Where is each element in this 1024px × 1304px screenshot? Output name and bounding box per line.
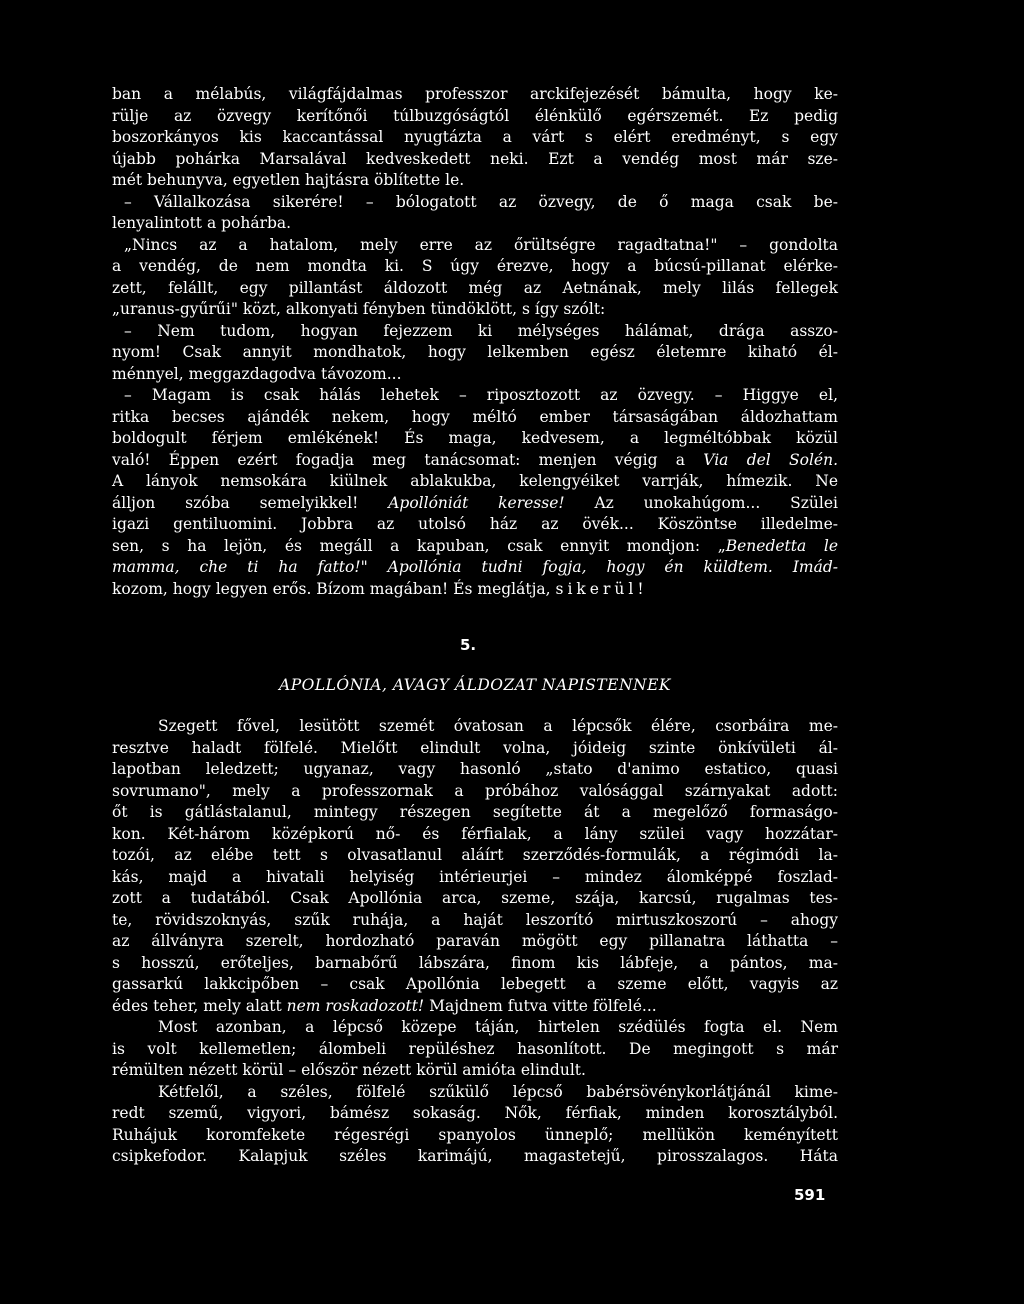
- italic-via: Via del Solén.: [703, 450, 839, 469]
- text-line: nyom! Csak annyit mondhatok, hogy lelkemben egész életemre kiható él-: [112, 343, 838, 361]
- text-line: „uranus-gyűrűi" közt, alkonyati fényben tündöklött, s így szólt:: [112, 300, 606, 318]
- text-line: – Vállalkozása sikerére! – bólogatott az özvegy, de ő maga csak be-: [124, 192, 838, 211]
- page-number: 591: [794, 1186, 826, 1204]
- text-line: zett, felállt, egy pillantást áldozott még az Aetnának, mely lilás fellegek: [112, 278, 838, 297]
- text-line: kozom, hogy legyen erős. Bízom magában! És meglátja, sikerül!: [112, 579, 648, 598]
- text-line: álljon szóba semelyikkel! Apollóniát keresse! Az unokahúgom... Szülei: [112, 493, 838, 512]
- text-line: lenyalintott a pohárba.: [112, 214, 292, 232]
- text-line: ménnyel, meggazdagodva távozom...: [112, 364, 402, 383]
- text-line: is volt kellemetlen; álombeli repüléshez hasonlított. De megingott s már: [112, 1039, 838, 1058]
- text-line: s hosszú, erőteljes, barnabőrű lábszára, finom kis lábfeje, a pántos, ma-: [112, 953, 838, 972]
- text-block-1: [112, 84, 838, 600]
- italic-apollonia: Apollóniát keresse!: [388, 493, 565, 512]
- text-line: Most azonban, a lépcső közepe táján, hirtelen szédülés fogta el. Nem: [158, 1018, 838, 1036]
- text-line: kás, majd a hivatali helyiség intérieurjei – mindez álomképpé foszlad-: [112, 867, 838, 886]
- text-line: kon. Két-három középkorú nő- és férfialak, a lány szülei vagy hozzátar-: [112, 824, 838, 843]
- text-line: őt is gátlástalanul, mintegy részegen segítette át a megelőző formaságo-: [112, 803, 838, 821]
- text-line: Ruhájuk koromfekete régesrégi spanyolos ünneplő; mellükön keményített: [112, 1125, 838, 1144]
- text-line: sen, s ha lejön, és megáll a kapuban, csak ennyit mondjon: „Benedetta le: [112, 536, 838, 555]
- text-line: édes teher, mely alatt nem roskadozott! Majdnem futva vitte fölfelé...: [112, 996, 657, 1015]
- text-block-2: [112, 716, 838, 1168]
- text-line: ban a mélabús, világfájdalmas professzor arckifejezését bámulta, hogy ke-: [112, 85, 838, 103]
- text-line: te, rövidszoknyás, szűk ruhája, a haját leszorító mirtuszkoszorú – ahogy: [112, 910, 838, 929]
- text-line: – Nem tudom, hogyan fejezzem ki mélységes hálámat, drága asszo-: [124, 321, 838, 340]
- text-line: zott a tudatából. Csak Apollónia arca, szeme, szája, karcsú, rugalmas tes-: [112, 889, 838, 907]
- text-line: rémülten nézett körül – először nézett körül amióta elindult.: [112, 1061, 586, 1079]
- text-line: gassarkú lakkcipőben – csak Apollónia lebegett a szeme előtt, vagyis az: [112, 975, 838, 993]
- text-line: ritka becses ajándék nekem, hogy méltó ember társaságában áldozhattam: [112, 407, 838, 426]
- text-line: boldogult férjem emlékének! És maga, kedvesem, a legméltóbbak közül: [112, 429, 838, 447]
- text-line: tozói, az elébe tett s olvasatlanul aláírt szerződés-formulák, a régimódi la-: [112, 846, 838, 864]
- text-line: a vendég, de nem mondta ki. S úgy érezve, hogy a búcsú-pillanat elérke-: [112, 257, 838, 275]
- text-line: csipkefodor. Kalapjuk széles karimájú, magastetejű, pirosszalagos. Háta: [112, 1147, 838, 1165]
- text-line: Kétfelől, a széles, fölfelé szűkülő lépcső babérsövénykorlátjánál kime-: [158, 1082, 838, 1101]
- text-line: resztve haladt fölfelé. Mielőtt elindult volna, jóideig szinte önkívületi ál-: [112, 738, 838, 757]
- text-line: Szegett fővel, lesütött szemét óvatosan a lépcsők élére, csorbáira me-: [158, 717, 838, 735]
- text-line: mét behunyva, egyetlen hajtásra öblítette le.: [112, 171, 465, 189]
- italic-nem: nem roskadozott!: [286, 996, 425, 1015]
- text-line: újabb pohárka Marsalával kedveskedett neki. Ezt a vendég most már sze-: [112, 149, 838, 168]
- chapter-number: 5.: [460, 636, 477, 654]
- text-line: – Magam is csak hálás lehetek – riposztozott az özvegy. – Higgye el,: [124, 386, 838, 404]
- text-line: mamma, che ti ha fatto!" Apollónia tudni fogja, hogy én küldtem. Imád-: [112, 558, 838, 576]
- text-line: való! Éppen ezért fogadja meg tanácsomat: menjen végig a Via del Solén.: [112, 450, 839, 469]
- text-line: „Nincs az a hatalom, mely erre az őrültségre ragadtatna!" – gondolta: [124, 235, 838, 254]
- text-line: lapotban leledzett; ugyanaz, vagy hasonló „stato d'animo estatico, quasi: [112, 760, 838, 778]
- text-line: A lányok nemsokára kiülnek ablakukba, kelengyéiket varrják, hímezik. Ne: [112, 472, 838, 490]
- text-line: az állványra szerelt, hordozható paraván mögött egy pillanatra láthatta –: [112, 932, 838, 950]
- text-line: rülje az özvegy kerítőnői túlbuzgóságtól élénkülő egérszemét. Ez pedig: [112, 106, 838, 125]
- text-line: igazi gentiluomini. Jobbra az utolsó ház az övék... Köszöntse illedelme-: [112, 515, 838, 533]
- italic-benedetta: Benedetta le: [725, 536, 838, 555]
- text-line: redt szemű, vigyori, bámész sokaság. Nők, férfiak, minden korosztályból.: [112, 1104, 838, 1122]
- text-line: sovrumano", mely a professzornak a próbához valósággal szárnyakat adott:: [112, 781, 838, 800]
- text-line: boszorkányos kis kaccantással nyugtázta a várt s elért eredményt, s egy: [112, 128, 838, 146]
- chapter-title: APOLLÓNIA, AVAGY ÁLDOZAT NAPISTENNEK: [279, 676, 671, 694]
